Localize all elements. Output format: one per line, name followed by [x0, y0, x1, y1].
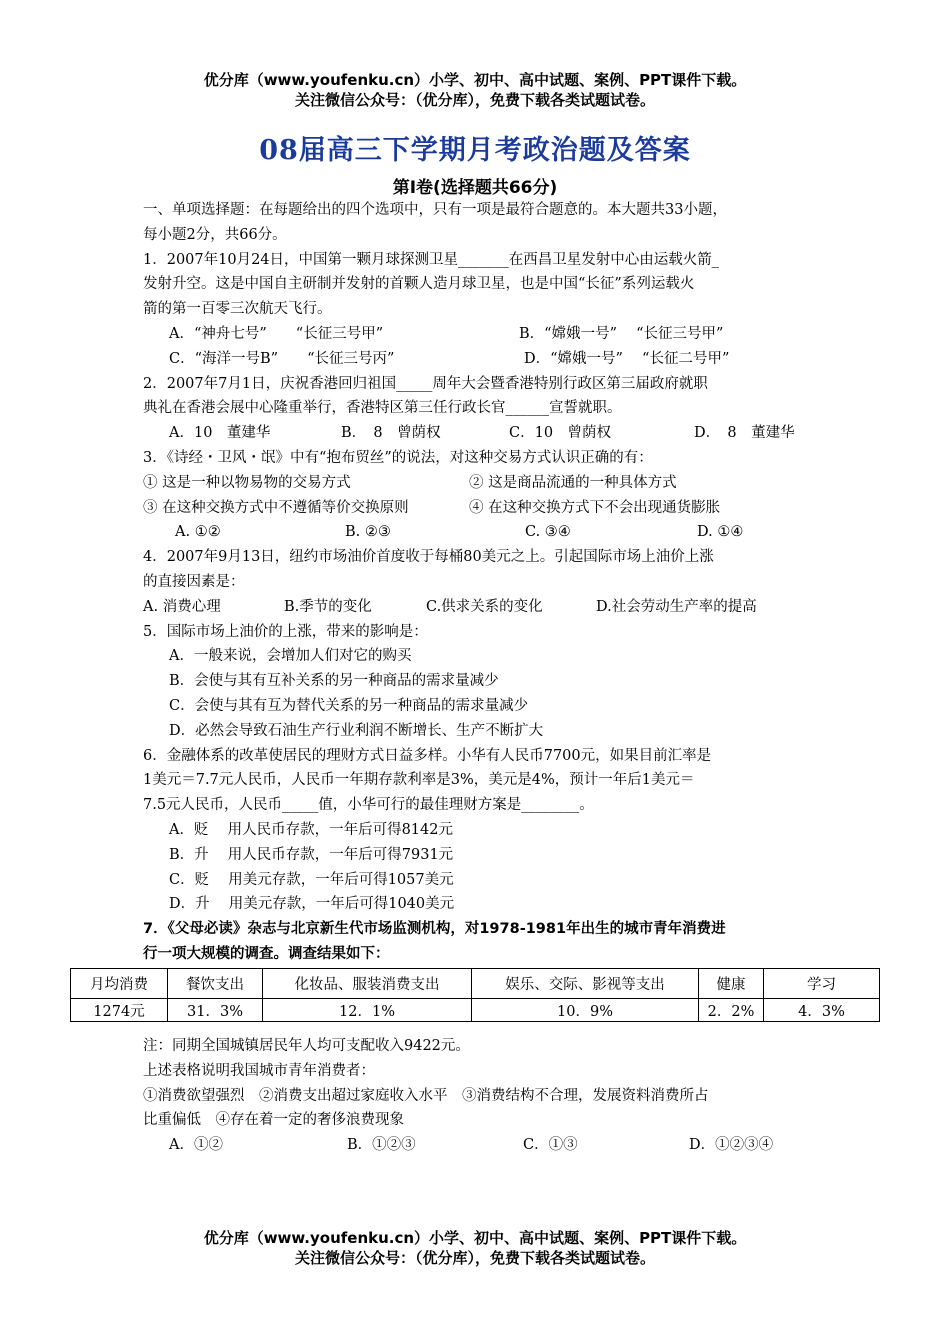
q7-option-b: B．①②③ [347, 1137, 416, 1154]
q2-option-b: B． 8 曾荫权 [341, 425, 441, 442]
table-header-cell: 月均消费 [71, 969, 168, 999]
footer-line-1: 优分库（www.youfenku.cn）小学、初中、高中试题、案例、PPT课件下载。 [203, 1229, 747, 1247]
q4-stem: 4．2007年9月13日，纽约市场油价首度收于每桶80美元之上。引起国际市场上油价上涨 [143, 549, 714, 566]
q1-stem: 箭的第一百零三次航天飞行。 [143, 301, 332, 318]
table-cell: 31．3% [168, 999, 263, 1022]
q3-statements-row [143, 496, 823, 521]
q4-option-b: B.季节的变化 [284, 598, 372, 615]
q4-stem: 的直接因素是： [143, 573, 245, 590]
page-title: 08届高三下学期月考政治题及答案 [259, 135, 691, 166]
q1-options-row [143, 322, 823, 347]
table-row [71, 999, 880, 1022]
table-header-cell: 娱乐、交际、影视等支出 [472, 969, 699, 999]
table-cell: 4．3% [764, 999, 880, 1022]
q6-option: B．升 用人民币存款，一年后可得7931元 [169, 846, 454, 863]
q4-option-a: A. 消费心理 [143, 598, 221, 615]
q1-stem: 1．2007年10月24日，中国第一颗月球探测卫星_______在西昌卫星发射中心由运载火箭_ [143, 251, 720, 268]
questions-body [143, 198, 823, 967]
q7-options-row [143, 1133, 823, 1158]
q4-option-c: C.供求关系的变化 [426, 598, 543, 615]
q2-option-d: D． 8 董建华 [694, 425, 795, 442]
q1-option-d: D．“嫦娥一号” “长征二号甲” [524, 350, 730, 367]
q2-option-c: C．10 曾荫权 [509, 425, 612, 442]
q6-option: C．贬 用美元存款，一年后可得1057美元 [169, 871, 454, 888]
q1-option-c: C．“海洋一号B” “长征三号丙” [169, 350, 395, 367]
q7-stem: 行一项大规模的调查。调查结果如下： [143, 945, 390, 962]
q7-statements: ①消费欲望强烈 ②消费支出超过家庭收入水平 ③消费结构不合理，发展资料消费所占 [143, 1087, 709, 1104]
q5-option: A．一般来说，会增加人们对它的购买 [169, 648, 412, 665]
q6-stem: 1美元＝7.7元人民币，人民币一年期存款利率是3%，美元是4%，预计一年后1美元＝ [143, 772, 695, 789]
q5-option: D．必然会导致石油生产行业利润不断增长、生产不断扩大 [169, 722, 544, 739]
q7-stem: 7．《父母必读》杂志与北京新生代市场监测机构，对1978-1981年出生的城市青年消费进 [143, 921, 726, 938]
q3-statements-row [143, 471, 823, 496]
q6-option: A．贬 用人民币存款，一年后可得8142元 [169, 821, 453, 838]
intro-line: 每小题2分，共66分。 [143, 226, 287, 243]
header-line-2: 关注微信公众号：（优分库），免费下载各类试题试卷。 [294, 91, 655, 109]
q1-options-row [143, 347, 823, 372]
q7-option-a: A．①② [169, 1137, 223, 1154]
q7-after-table [143, 1034, 823, 1158]
q6-stem: 7.5元人民币，人民币_____值，小华可行的最佳理财方案是________。 [143, 797, 594, 814]
table-cell: 12．1% [263, 999, 472, 1022]
q3-option-c: C. ③④ [525, 524, 571, 541]
q7-statements: 比重偏低 ④存在着一定的奢侈浪费现象 [143, 1112, 404, 1129]
q1-stem: 发射升空。这是中国自主研制并发射的首颗人造月球卫星，也是中国“长征”系列运载火 [143, 276, 695, 293]
q3-options-row [143, 520, 823, 545]
table-header-cell: 健康 [699, 969, 764, 999]
q5-stem: 5．国际市场上油价的上涨，带来的影响是： [143, 623, 428, 640]
q1-option-b: B．“嫦娥一号” “长征三号甲” [519, 325, 724, 342]
q7-prompt: 上述表格说明我国城市青年消费者： [143, 1062, 375, 1079]
q5-option: B．会使与其有互补关系的另一种商品的需求量减少 [169, 673, 499, 690]
table-cell: 1274元 [71, 999, 168, 1022]
q2-stem: 典礼在香港会展中心隆重举行，香港特区第三任行政长官______宣誓就职。 [143, 400, 622, 417]
footer-line-2: 关注微信公众号：（优分库），免费下载各类试题试卷。 [294, 1249, 655, 1267]
q3-statement-1: ① 这是一种以物易物的交易方式 [143, 474, 351, 491]
q4-options-row [143, 595, 823, 620]
q6-option: D．升 用美元存款，一年后可得1040美元 [169, 896, 455, 913]
q7-option-d: D．①②③④ [689, 1137, 774, 1154]
table-header-cell: 化妆品、服装消费支出 [263, 969, 472, 999]
q3-option-b: B. ②③ [345, 524, 391, 541]
table-header-cell: 餐饮支出 [168, 969, 263, 999]
q2-option-a: A．10 董建华 [169, 425, 271, 442]
table-cell: 10．9% [472, 999, 699, 1022]
q7-note: 注：同期全国城镇居民年人均可支配收入9422元。 [143, 1038, 470, 1054]
q4-option-d: D.社会劳动生产率的提高 [596, 598, 757, 615]
q3-option-d: D. ①④ [697, 524, 744, 541]
section-subtitle: 第Ⅰ卷(选择题共66分) [392, 178, 558, 198]
q2-options-row [143, 421, 823, 446]
table-cell: 2．2% [699, 999, 764, 1022]
q6-stem: 6．金融体系的改革使居民的理财方式日益多样。小华有人民币7700元，如果目前汇率是 [143, 747, 712, 764]
q3-statement-4: ④ 在这种交换方式下不会出现通货膨胀 [469, 499, 721, 516]
table-header-row [71, 969, 880, 999]
q2-stem: 2．2007年7月1日，庆祝香港回归祖国_____周年大会暨香港特别行政区第三届政府就职 [143, 375, 708, 392]
consumption-table [70, 968, 880, 1022]
table-header-cell: 学习 [764, 969, 880, 999]
intro-line: 一、单项选择题：在每题给出的四个选项中，只有一项是最符合题意的。本大题共33小题， [143, 202, 727, 218]
q1-option-a: A．“神舟七号” “长征三号甲” [169, 325, 384, 342]
q3-option-a: A. ①② [175, 524, 221, 541]
q3-statement-2: ② 这是商品流通的一种具体方式 [469, 474, 677, 491]
q5-option: C．会使与其有互为替代关系的另一种商品的需求量减少 [169, 697, 529, 714]
q3-stem: 3．《诗经・卫风・氓》中有“抱布贸丝”的说法，对这种交易方式认识正确的有： [143, 449, 653, 466]
q3-statement-3: ③ 在这种交换方式中不遵循等价交换原则 [143, 499, 409, 516]
q7-option-c: C．①③ [523, 1137, 578, 1154]
header-line-1: 优分库（www.youfenku.cn）小学、初中、高中试题、案例、PPT课件下载。 [203, 71, 747, 89]
